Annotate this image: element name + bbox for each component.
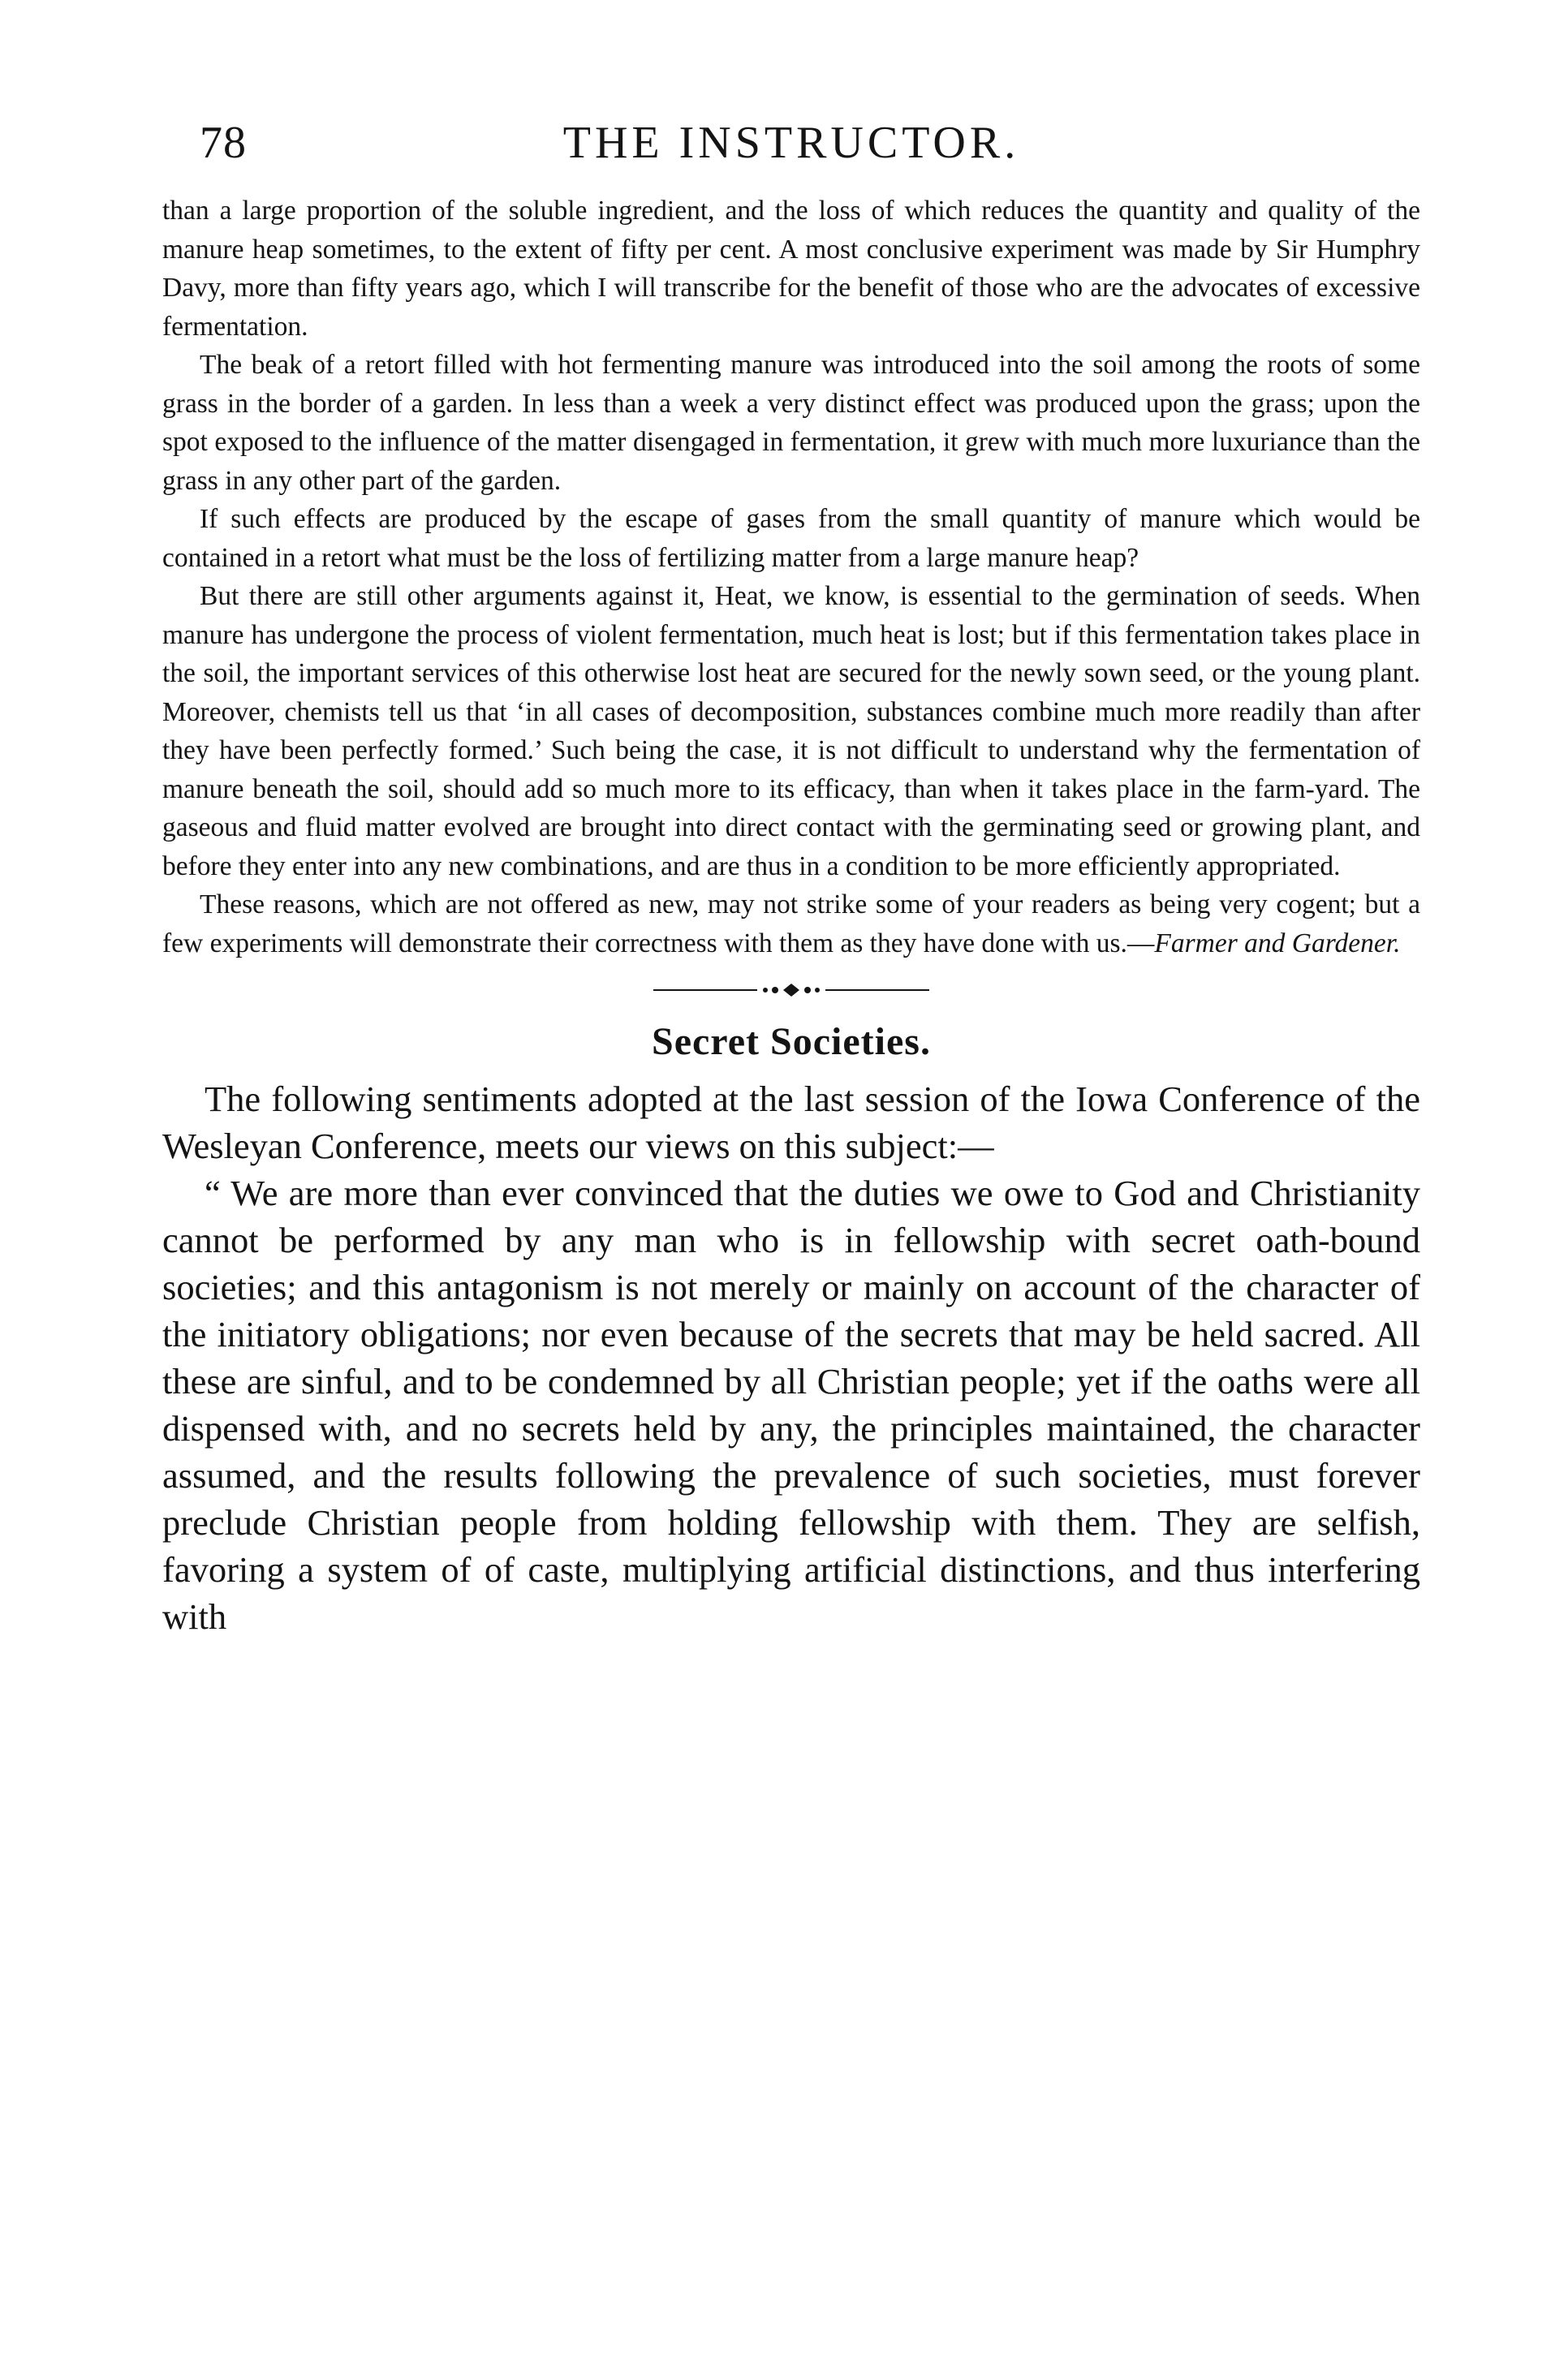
- article-paragraph-4: But there are still other arguments against it, Heat, we know, is essential to the germination of seeds. When manure has undergone the process of violent fermentation, much heat is lost; but if this fermentation takes place in the soil, the important services of this otherwise lost heat are secured for the newly sown seed, or the young plant. Moreover, chemists tell us that ‘in all cases of decomposition, substances combine much more readily than after they have been perfectly formed.’ Such being the case, it is not difficult to understand why the fermentation of manure beneath the soil, should add so much more to its efficacy, than when it takes place in the farm-yard. The gaseous and fluid matter evolved are brought into direct contact with the germinating seed or growing plant, and before they enter into any new combinations, and are thus in a condition to be more efficiently appropriated.: [162, 581, 1420, 881]
- article-source: Farmer and Gardener.: [1154, 928, 1401, 958]
- journal-title: THE INSTRUCTOR.: [562, 118, 1020, 168]
- divider-ornament-icon: [653, 980, 929, 1000]
- book-page: [162, 114, 1420, 1640]
- section-divider-ornament: [162, 967, 1420, 1013]
- running-head: [162, 114, 1420, 192]
- article-paragraph-quote: “ We are more than ever convinced that the duties we owe to God and Christianity cannot be performed by any man who is in fellowship with secret oath-bound societies; and this antagonism is not merely or mainly on account of the character of the initiatory obligations; nor even because of the secrets that may be held sacred. All these are sinful, and to be condemned by all Christian people; yet if the oaths were all dispensed with, and no secrets held by any, the principles maintained, the character assumed, and the results following the prevalence of such societies, must forever preclude Christian people from holding fellowship with them. They are selfish, favoring a system of of caste, multiplying artificial distinctions, and thus interfering with: [162, 1173, 1420, 1637]
- manure-article: [162, 192, 1420, 962]
- article-paragraph-3: If such effects are produced by the escape of gases from the small quantity of manure which would be contained in a retort what must be the loss of fertilizing matter from a large manure heap?: [162, 504, 1420, 573]
- secret-societies-article: [162, 1075, 1420, 1640]
- article-paragraph-5: These reasons, which are not offered as new, may not strike some of your readers as being very cogent; but a few experiments will demonstrate their correctness with them as they have done with us.—Farmer and Gardener.: [162, 889, 1420, 958]
- page-number: 78: [200, 118, 247, 168]
- article-paragraph-2: The beak of a retort filled with hot fermenting manure was introduced into the soil among the roots of some grass in the border of a garden. In less than a week a very distinct effect was produced upon the grass; upon the spot exposed to the influence of the matter disengaged in fermentation, it grew with much more luxuriance than the grass in any other part of the garden.: [162, 350, 1420, 496]
- article-paragraph-5-text: These reasons, which are not offered as new, may not strike some of your readers as being very cogent; but a few experiments will demonstrate their correctness with them as they have done with us.: [162, 889, 1420, 958]
- article-paragraph-intro: The following sentiments adopted at the last session of the Iowa Conference of the Wesleyan Conference, meets our views on this subject:—: [162, 1079, 1420, 1166]
- section-heading: Secret Societies.: [652, 1020, 931, 1063]
- article-paragraph-1: than a large proportion of the soluble ingredient, and the loss of which reduces the quantity and quality of the manure heap sometimes, to the extent of fifty per cent. A most conclusive experiment was made by Sir Humphry Davy, more than fifty years ago, which I will transcribe for the benefit of those who are the advocates of excessive fermentation.: [162, 196, 1420, 342]
